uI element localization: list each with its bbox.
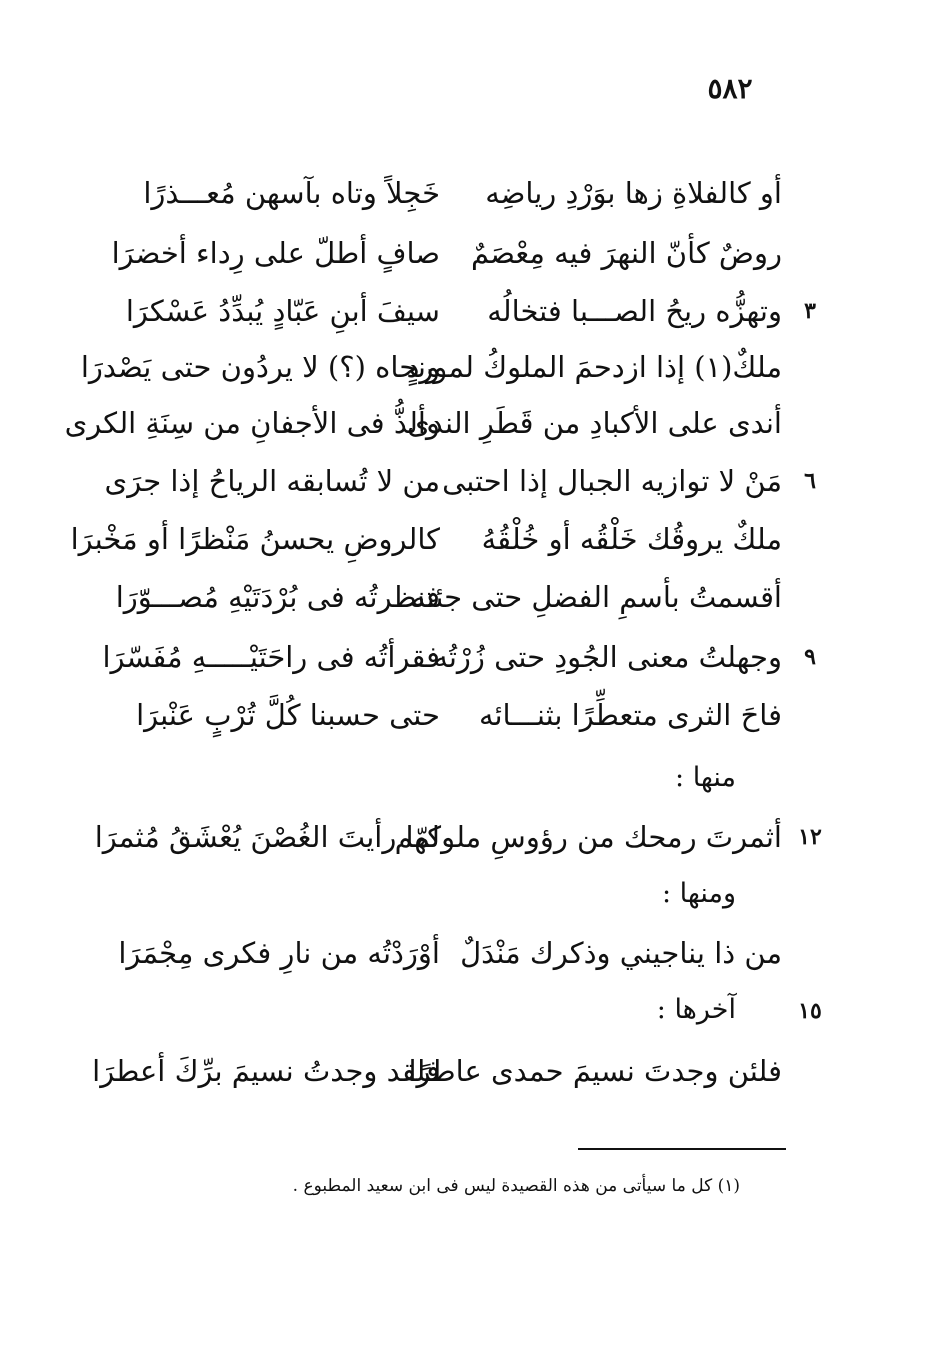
verse-number: ١٥ [798, 998, 822, 1024]
section-label: منها : [675, 762, 736, 793]
verse-second-hemistich: ونحاه (؟) لا يردُون حتى يَصْدرَا [80, 350, 440, 384]
verse-second-hemistich: فلقد وجدتُ نسيمَ برِّكَ أعطرَا [92, 1054, 440, 1088]
verse-first-hemistich: ملكٌ(١) إذا ازدحمَ الملوكُ لموردٍ [406, 350, 782, 384]
verse-number: ٣ [804, 298, 816, 324]
verse-first-hemistich: أو كالفلاةِ زها بوَرْدِ رياضِه [485, 176, 782, 210]
section-label: آخرها : [656, 994, 736, 1025]
verse-number: ٩ [804, 644, 816, 670]
verse-second-hemistich: من لا تُسابقه الرياحُ إذا جرَى [104, 464, 440, 498]
verse-second-hemistich: خَجِلاً وتاه بآسهن مُعـــذرًا [143, 176, 440, 210]
verse-line [0, 398, 946, 448]
page-number: ٥٨٢ [707, 72, 753, 105]
verse-line [0, 928, 946, 978]
verse-first-hemistich: أندى على الأكبادِ من قَطَرِ الندى [407, 406, 782, 440]
verse-line [0, 514, 946, 564]
section-label: ومنها : [662, 878, 736, 909]
verse-line [0, 228, 946, 278]
verse-first-hemistich: من ذا يناجيني وذكرك مَنْدَلٌ [460, 936, 782, 970]
verse-first-hemistich: روضٌ كأنّ النهرَ فيه مِعْصَمٌ [470, 236, 782, 270]
verse-first-hemistich: وتهزُّه ريحُ الصـــبا فتخالُه [487, 294, 782, 328]
verse-first-hemistich: فاحَ الثرى متعطِّرًا بثنـــائه [478, 698, 782, 732]
footnote: (١) كل ما سيأتى من هذه القصيدة ليس فى ابن سعيد المطبوع . [292, 1176, 740, 1196]
verse-line [0, 572, 946, 622]
verse-second-hemistich: صافٍ أطلّ على رِداء أخضرَا [111, 236, 440, 270]
verse-line [0, 342, 946, 392]
verse-number: ٦ [804, 468, 816, 494]
verse-line [0, 456, 946, 506]
verse-number: ١٢ [798, 824, 822, 850]
footnote-divider [578, 1148, 786, 1150]
verse-second-hemistich: فقرأتُه فى راحَتَيْـــــهِ مُفَسّرَا [102, 640, 440, 674]
verse-second-hemistich: سيفَ أبنِ عَبّادٍ يُبدِّدُ عَسْكرَا [125, 294, 440, 328]
verse-second-hemistich: لمّا رأيتَ الغُصْنَ يُعْشَقُ مُثمرَا [94, 820, 440, 854]
verse-second-hemistich: حتى حسبنا كُلَّ تُرْبٍ عَنْبرَا [136, 698, 440, 732]
verse-second-hemistich: فنظرتُه فى بُرْدَتَيْهِ مُصـــوّرَا [115, 580, 440, 614]
verse-line [0, 1046, 946, 1096]
verse-second-hemistich: وألذُّ فى الأجفانِ من سِنَةِ الكرى [64, 406, 440, 440]
verse-second-hemistich: كالروضِ يحسنُ مَنْظرًا أو مَخْبرَا [70, 522, 440, 556]
verse-second-hemistich: أوْرَدْتُه من نارِ فكرى مِجْمَرَا [118, 936, 440, 970]
verse-line [0, 812, 946, 862]
verse-line [0, 168, 946, 218]
verse-first-hemistich: أقسمتُ بأسمِ الفضلِ حتى جئته [411, 580, 782, 614]
verse-first-hemistich: مَنْ لا توازيه الجبال إذا احتبى [442, 464, 782, 498]
verse-line [0, 286, 946, 336]
verse-first-hemistich: وجهلتُ معنى الجُودِ حتى زُرْتُه [433, 640, 782, 674]
verse-first-hemistich: أثمرتَ رمحك من رؤوسِ ملوكهم [394, 820, 782, 854]
verse-line [0, 632, 946, 682]
verse-first-hemistich: ملكٌ يروقُك خَلْقُه أو خُلْقُهُ [481, 522, 782, 556]
verse-line [0, 690, 946, 740]
verse-first-hemistich: فلئن وجدتَ نسيمَ حمدى عاطرًا [408, 1054, 782, 1088]
